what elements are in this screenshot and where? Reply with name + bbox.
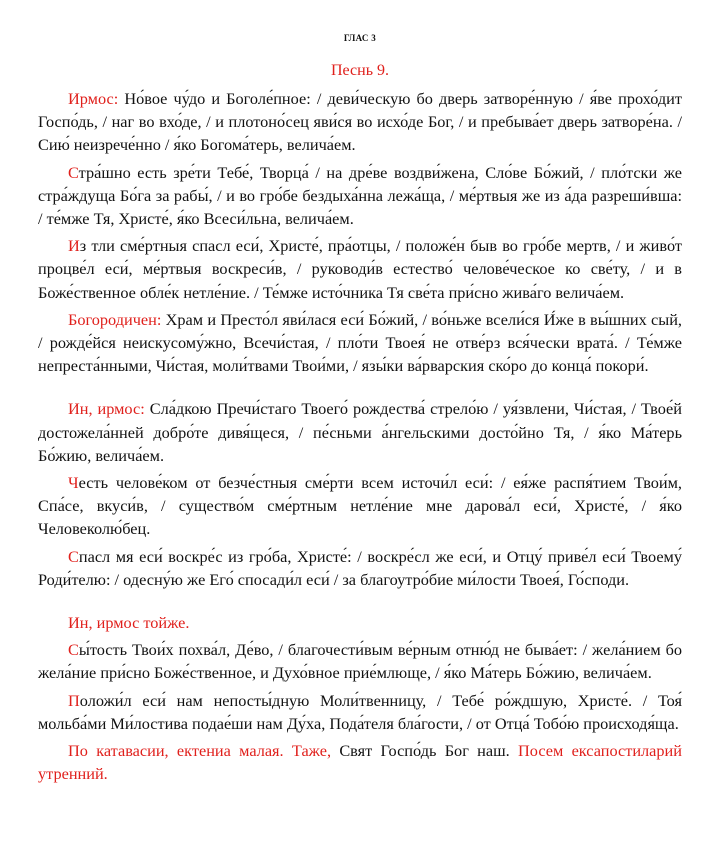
paragraph-text: есть челове́ком от безче́стныя сме́рти всем источи́л еси́: / ея́же распя́тием Твои́м, Спа́се, вкуси́в, / существо́м сме́ртным нетле́ние мне дарова́л еси́, Христе́, / я́ко Человеколю́бец. [38, 473, 682, 539]
initial-letter: С [68, 162, 79, 182]
initial-letter: С [68, 546, 79, 566]
subheading-alt-irmos: Ин, ирмос тойже. [68, 613, 190, 633]
label-irmos: Ирмос: [68, 89, 119, 108]
initial-letter: П [68, 690, 80, 710]
section-title: Песнь 9. [330, 62, 389, 79]
paragraph-text: оложи́л еси́ нам непосты́дную Моли́твенницу, / Тебе́ ро́ждшую, Христе́. / Тоя́ мольба́ми Ми́лостива подае́ши нам Ду́ха, Пода́теля бла́гости, / от Отца́ Тобо́ю происходя́ща. [38, 690, 682, 733]
paragraph-text: Но́вое чу́до и Боголе́пное: / деви́ческую бо дверь затворе́нную / я́ве прохо́дит Госпо́дь, / наг во вхо́де, / и плотоно́сец яви́ся во исхо́де Бог, / и пребыва́ет дверь затворе́на. / Сию́ неизрече́нно / я́ко Богома́терь, велича́ем. [38, 89, 682, 155]
paragraph-text: тра́шно есть зре́ти Тебе́, Творца́ / на дре́ве воздви́жена, Сло́ве Бо́жий, / пло́тски же стра́ждуща Бо́га за рабы́, / и во гро́бе бездыха́нна лежа́ща, / ме́ртвыя же из а́да разреши́вша: / те́мже Тя, Христе́, я́ко Всеси́льна, велича́ем. [38, 162, 682, 229]
paragraph-text: Сла́дкою Пречи́стаго Твоего́ рождества́ стрело́ю / уя́звлени, Чи́стая, / Твое́й достожела́нней добро́те дивя́щеся, / пе́сньми а́нгельскими досто́йно Тя, / я́ко Ма́терь Бо́жию, велича́ем. [38, 399, 682, 465]
paragraph-alt-irmos [38, 397, 682, 467]
label-alt-irmos: Ин, ирмос: [68, 399, 145, 419]
initial-letter: И [68, 236, 80, 256]
rubric-text: Посем ексапостиларий утренний. [38, 741, 682, 784]
page-header: ГЛАС 3 [343, 33, 377, 43]
paragraph-text: пасл мя еси́ воскре́с из гро́ба, Христе́: / воскре́сл же еси́, и Отцу́ приве́л еси́ Твоему́ Роди́телю: / одесну́ю же Его́ спосади́л еси́ / за благоутро́бие ми́лости Твоея́, Го́споди. [38, 546, 682, 589]
paragraph-text: Храм и Престо́л яви́лася еси́ Бо́жий, / во́ньже всели́ся И́же в вы́шних сый, / рожде́йся неискусому́жно, Всечи́стая, / пло́ти Твоея́ не отве́рз вся́чески врата́. / Те́мже непреста́нными, Чи́стая, моли́твами Твои́ми, / язы́ки ва́рварския ско́ро до конца́ покори́. [38, 309, 682, 376]
paragraph-troparion [38, 161, 682, 231]
paragraph-troparion [38, 638, 682, 684]
paragraph-troparion [38, 471, 682, 541]
paragraph-troparion [38, 689, 682, 735]
paragraph-troparion [38, 545, 682, 591]
initial-letter: Ч [68, 473, 79, 493]
paragraph-text: з тли сме́ртныя спасл еси́, Христе́, пра́отцы, / положе́н быв во гро́бе мертв, / и живо́т процве́л еси́, ме́ртвыя воскреси́в, / руководи́в естество́ челове́ческое ко све́ту, / и в Боже́ственное обле́к нетле́ние. / Те́мже исто́чника Тя све́та при́сно жива́го велича́ем. [38, 236, 682, 302]
label-theotokion: Богородичен: [68, 309, 162, 329]
paragraph-troparion [38, 234, 682, 304]
paragraph-theotokion [38, 308, 682, 378]
rubric-text: По катавасии, ектениа малая. Таже, [68, 741, 332, 761]
paragraph-text: ы́тость Твои́х похва́л, Де́во, / благочести́вым ве́рным отню́д не быва́ет: / жела́нием бо жела́ние при́сно Боже́ственное, и Духо́вное прие́млюще, / я́ко Ма́терь Бо́жию, велича́ем. [38, 640, 682, 683]
paragraph-closing-rubric [38, 739, 682, 785]
initial-letter: С [68, 640, 79, 660]
rubric-prayer: Свят Госпо́дь Бог наш. [331, 741, 519, 761]
paragraph-irmos [38, 87, 682, 157]
